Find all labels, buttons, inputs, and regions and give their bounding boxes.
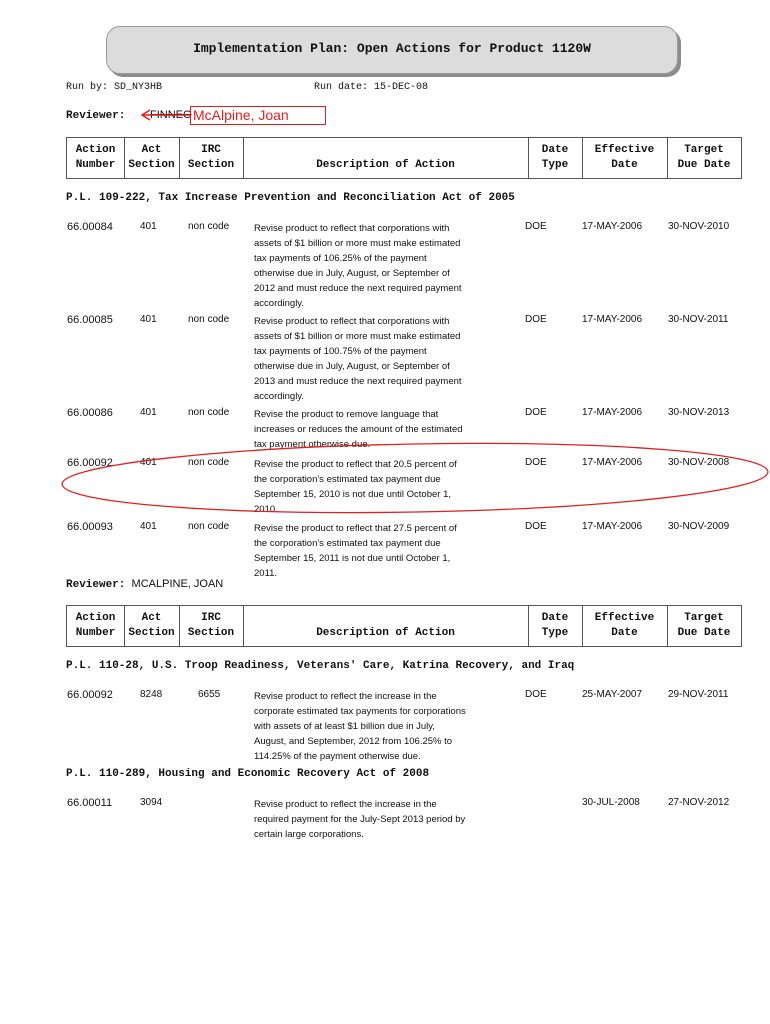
description: Revise product to reflect that corporations with assets of $1 billion or more must make estimated tax payments of 100.75% of the payment otherwise due in July, August, or September of 2013 and must reduce the next required payment accordingly. bbox=[254, 316, 462, 402]
act-section: 401 bbox=[140, 221, 157, 232]
action-number: 66.00086 bbox=[67, 407, 113, 419]
header-act-section: Act Section bbox=[124, 138, 180, 178]
law-heading: P.L. 110-28, U.S. Troop Readiness, Veterans' Care, Katrina Recovery, and Iraq bbox=[66, 660, 575, 672]
description: Revise product to reflect the increase in the required payment for the July-Sept 2013 period by certain large corporations. bbox=[254, 799, 466, 840]
reviewer-struck-name: FINNEG bbox=[150, 109, 192, 121]
effective-date: 17-MAY-2006 bbox=[582, 521, 643, 532]
irc-section: non code bbox=[188, 407, 230, 418]
run-by: Run by: SD_NY3HB bbox=[66, 82, 163, 93]
target-due-date: 30-NOV-2009 bbox=[668, 521, 730, 532]
act-section: 401 bbox=[140, 407, 157, 418]
law-heading: P.L. 109-222, Tax Increase Prevention and Reconciliation Act of 2005 bbox=[66, 192, 515, 204]
reviewer-2-name: MCALPINE, JOAN bbox=[131, 578, 224, 590]
header-effective-date: Effective Date bbox=[582, 606, 668, 646]
irc-section: non code bbox=[188, 521, 230, 532]
description: Revise the product to remove language that increases or reduces the amount of the estimated tax payment otherwise due. bbox=[254, 409, 463, 450]
header-date-type: Date Type bbox=[528, 606, 583, 646]
action-number: 66.00085 bbox=[67, 314, 113, 326]
target-due-date: 27-NOV-2012 bbox=[668, 797, 730, 808]
reviewer-label: Reviewer: bbox=[66, 110, 126, 122]
irc-section: non code bbox=[188, 221, 230, 232]
irc-section: non code bbox=[188, 314, 230, 325]
action-number: 66.00011 bbox=[67, 797, 113, 809]
date-type: DOE bbox=[525, 314, 547, 325]
act-section: 401 bbox=[140, 314, 157, 325]
title-banner bbox=[106, 26, 678, 74]
page-title: Implementation Plan: Open Actions for Product 1120W bbox=[193, 41, 591, 56]
effective-date: 17-MAY-2006 bbox=[582, 221, 643, 232]
irc-section: non code bbox=[188, 457, 230, 468]
description: Revise product to reflect that corporations with assets of $1 billion or more must make estimated tax payments of 106.25% of the payment otherwise due in July, August, or September of 2012 and must reduce the next required payment accordingly. bbox=[254, 223, 462, 309]
date-type: DOE bbox=[525, 221, 547, 232]
date-type: DOE bbox=[525, 521, 547, 532]
effective-date: 17-MAY-2006 bbox=[582, 457, 643, 468]
description: Revise the product to reflect that 27.5 percent of the corporation's estimated tax payment due September 15, 2011 is not due until October 1, 2011. bbox=[254, 523, 457, 579]
effective-date: 17-MAY-2006 bbox=[582, 314, 643, 325]
act-section: 3094 bbox=[140, 797, 163, 808]
reviewer-annotation-box bbox=[190, 106, 326, 125]
act-section: 401 bbox=[140, 457, 157, 468]
header-effective-date: Effective Date bbox=[582, 138, 668, 178]
effective-date: 30-JUL-2008 bbox=[582, 797, 640, 808]
target-due-date: 30-NOV-2008 bbox=[668, 457, 730, 468]
header-description: Description of Action bbox=[243, 138, 529, 178]
description: Revise product to reflect the increase in the corporate estimated tax payments for corporations with assets of at least $1 billion due in July, August, and September, 2012 from 106.25% to 114.25% of the payment otherwise due. bbox=[254, 691, 466, 762]
header-target-due-date: Target Due Date bbox=[677, 144, 731, 171]
act-section: 8248 bbox=[140, 689, 163, 700]
date-type: DOE bbox=[525, 689, 547, 700]
header-action-number: Action Number bbox=[67, 138, 125, 178]
description: Revise the product to reflect that 20.5 percent of the corporation's estimated tax payment due September 15, 2010 is not due until October 1, 2010. bbox=[254, 459, 457, 515]
action-number: 66.00092 bbox=[67, 689, 113, 701]
reviewer-2-label: Reviewer: bbox=[66, 579, 126, 591]
run-date: Run date: 15-DEC-08 bbox=[314, 82, 429, 93]
header-act-section: Act Section bbox=[124, 606, 180, 646]
header-target-due-date: Target Due Date bbox=[677, 612, 731, 639]
irc-section: 6655 bbox=[198, 689, 221, 700]
effective-date: 17-MAY-2006 bbox=[582, 407, 643, 418]
action-number: 66.00092 bbox=[67, 457, 113, 469]
law-heading: P.L. 110-289, Housing and Economic Recovery Act of 2008 bbox=[66, 768, 430, 780]
reviewer-annotation: McAlpine, Joan bbox=[193, 107, 289, 123]
target-due-date: 30-NOV-2013 bbox=[668, 407, 730, 418]
header-action-number: Action Number bbox=[67, 606, 125, 646]
action-number: 66.00084 bbox=[67, 221, 113, 233]
table-header bbox=[66, 605, 742, 647]
table-header bbox=[66, 137, 742, 179]
target-due-date: 29-NOV-2011 bbox=[668, 689, 729, 700]
header-date-type: Date Type bbox=[528, 138, 583, 178]
date-type: DOE bbox=[525, 457, 547, 468]
reviewer-2 bbox=[66, 578, 223, 591]
effective-date: 25-MAY-2007 bbox=[582, 689, 643, 700]
target-due-date: 30-NOV-2011 bbox=[668, 314, 729, 325]
header-description: Description of Action bbox=[243, 606, 529, 646]
act-section: 401 bbox=[140, 521, 157, 532]
header-irc-section: IRC Section bbox=[179, 606, 244, 646]
header-irc-section: IRC Section bbox=[179, 138, 244, 178]
date-type: DOE bbox=[525, 407, 547, 418]
action-number: 66.00093 bbox=[67, 521, 113, 533]
target-due-date: 30-NOV-2010 bbox=[668, 221, 730, 232]
